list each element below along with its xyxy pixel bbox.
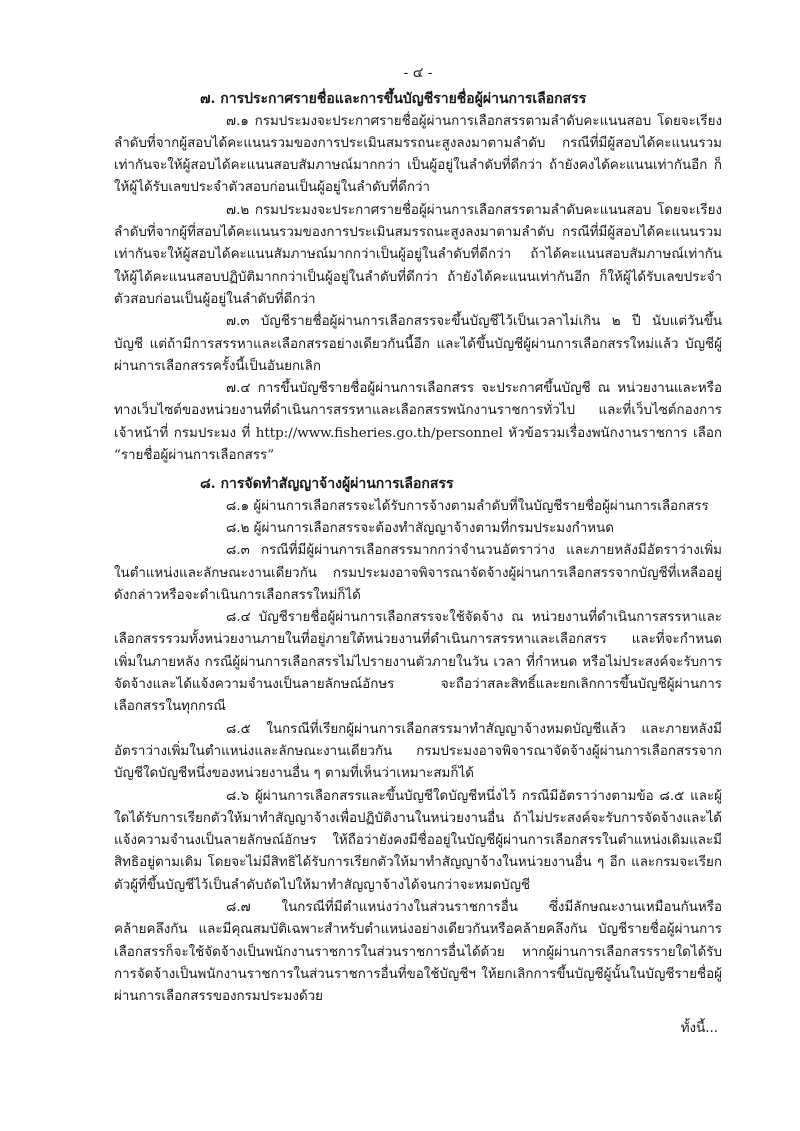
clause-7-4: ๗.๔ การขึ้นบัญชีรายชื่อผู้ผ่านการเลือกสรร จะประกาศขึ้นบัญชี ณ หน่วยงานและหรือทางเว็บไซต์ของหน่วยงานที่ดำเนินการสรรหาและเลือกสรรพนักงานราชการทั่วไป และที่เว็บไซต์กองการเจ้าหน้าที่ กรมประมง ที่ http://www.fisheries.go.th/personnel หัวข้อรวมเรื่องพนักงานราชการ เลือก “รายชื่อผู้ผ่านการเลือกสรร”	[114, 381, 722, 464]
clause-7-1: ๗.๑ กรมประมงจะประกาศรายชื่อผู้ผ่านการเลือกสรรตามลำดับคะแนนสอบ โดยจะเรียงลำดับที่จากผู้สอบได้คะแนนรวมของการประเมินสมรรถนะสูงลงมาตามลำดับ กรณีที่มีผู้สอบได้คะแนนรวมเท่ากันจะให้ผู้สอบได้คะแนนสอบสัมภาษณ์มากกว่า เป็นผู้อยู่ในลำดับที่ดีกว่า ถ้ายังคงได้คะแนนเท่ากันอีก ก็ให้ผู้ได้รับเลขประจำตัวสอบก่อนเป็นผู้อยู่ในลำดับที่ดีกว่า	[114, 113, 722, 196]
page-number: - ๔ -	[403, 65, 433, 81]
clause-8-1: ๘.๑ ผู้ผ่านการเลือกสรรจะได้รับการจ้างตามลำดับที่ในบัญชีรายชื่อผู้ผ่านการเลือกสรร	[226, 498, 709, 514]
section-7-heading: ๗. การประกาศรายชื่อและการขึ้นบัญชีรายชื่อผู้ผ่านการเลือกสรร	[200, 91, 587, 108]
clause-8-6: ๘.๖ ผู้ผ่านการเลือกสรรและขึ้นบัญชีใดบัญชีหนึ่งไว้ กรณีมีอัตราว่างตามข้อ ๘.๕ และผู้ใดได้รับการเรียกตัวให้มาทำสัญญาจ้างเพื่อปฏิบัติงานในหน่วยงานอื่น ถ้าไม่ประสงค์จะรับการจัดจ้างและได้แจ้งความจำนงเป็นลายลักษณ์อักษร ให้ถือว่ายังคงมีชื่ออยู่ในบัญชีผู้ผ่านการเลือกสรรในตำแหน่งเดิมและมีสิทธิอยู่ตามเดิม โดยจะไม่มีสิทธิได้รับการเรียกตัวให้มาทำสัญญาจ้างในหน่วยงานอื่น ๆ อีก และกรมจะเรียกตัวผู้ที่ขึ้นบัญชีไว้เป็นลำดับถัดไปให้มาทำสัญญาจ้างได้จนกว่าจะหมดบัญชี	[114, 788, 722, 893]
section-8-heading: ๘. การจัดทำสัญญาจ้างผู้ผ่านการเลือกสรร	[200, 476, 454, 493]
clause-8-7: ๘.๗ ในกรณีที่มีตำแหน่งว่างในส่วนราชการอื่น ซึ่งมีลักษณะงานเหมือนกันหรือคล้ายคลึงกัน และมีคุณสมบัติเฉพาะสำหรับตำแหน่งอย่างเดียวกันหรือคล้ายคลึงกัน บัญชีรายชื่อผู้ผ่านการเลือกสรรก็จะใช้จัดจ้างเป็นพนักงานราชการในส่วนราชการอื่นได้ด้วย หากผู้ผ่านการเลือกสรรรายใดได้รับการจัดจ้างเป็นพนักงานราชการในส่วนราชการอื่นที่ขอใช้บัญชีฯ ให้ยกเลิกการขึ้นบัญชีผู้นั้นในบัญชีรายชื่อผู้ผ่านการเลือกสรรของกรมประมงด้วย	[114, 899, 722, 1005]
clause-7-3: ๗.๓ บัญชีรายชื่อผู้ผ่านการเลือกสรรจะขึ้นบัญชีไว้เป็นเวลาไม่เกิน ๒ ปี นับแต่วันขึ้นบัญชี แต่ถ้ามีการสรรหาและเลือกสรรอย่างเดียวกันนี้อีก และได้ขึ้นบัญชีผู้ผ่านการเลือกสรรใหม่แล้ว บัญชีผู้ผ่านการเลือกสรรครั้งนี้เป็นอันยกเลิก	[114, 314, 722, 374]
clause-8-4: ๘.๔ บัญชีรายชื่อผู้ผ่านการเลือกสรรจะใช้จัดจ้าง ณ หน่วยงานที่ดำเนินการสรรหาและเลือกสรรรวมทั้งหน่วยงานภายในที่อยู่ภายใต้หน่วยงานที่ดำเนินการสรรหาและเลือกสรร และที่จะกำหนดเพิ่มในภายหลัง กรณีผู้ผ่านการเลือกสรรไม่ไปรายงานตัวภายในวัน เวลา ที่กำหนด หรือไม่ประสงค์จะรับการจัดจ้างและได้แจ้งความจำนงเป็นลายลักษณ์อักษร จะถือว่าสละสิทธิ์และยกเลิกการขึ้นบัญชีผู้ผ่านการเลือกสรรในทุกกรณี	[114, 610, 722, 715]
clause-8-5: ๘.๕ ในกรณีที่เรียกผู้ผ่านการเลือกสรรมาทำสัญญาจ้างหมดบัญชีแล้ว และภายหลังมีอัตราว่างเพิ่มในตำแหน่งและลักษณะงานเดียวกัน กรมประมงอาจพิจารณาจัดจ้างผู้ผ่านการเลือกสรรจากบัญชีใดบัญชีหนึ่งของหน่วยงานอื่น ๆ ตามที่เห็นว่าเหมาะสมก็ได้	[114, 721, 722, 782]
closing-continuation: ทั้งนี้...	[680, 1021, 718, 1037]
clause-8-2: ๘.๒ ผู้ผ่านการเลือกสรรจะต้องทำสัญญาจ้างตามที่กรมประมงกำหนด	[226, 520, 614, 536]
clause-7-2: ๗.๒ กรมประมงจะประกาศรายชื่อผู้ผ่านการเลือกสรรตามลำดับคะแนนสอบ โดยจะเรียงลำดับที่จากผู้ที่สอบได้คะแนนรวมของการประเมินสมรรถนะสูงลงมาตามลำดับ กรณีที่มีผู้สอบได้คะแนนรวมเท่ากันจะให้ผู้สอบได้คะแนนสัมภาษณ์มากกว่าเป็นผู้อยู่ในลำดับที่ดีกว่า ถ้าได้คะแนนสอบสัมภาษณ์เท่ากันให้ผู้ได้คะแนนสอบปฏิบัติมากกว่าเป็นผู้อยู่ในลำดับที่ดีกว่า ถ้ายังได้คะแนนเท่ากันอีก ก็ให้ผู้ได้รับเลขประจำตัวสอบก่อนเป็นผู้อยู่ในลำดับที่ดีกว่า	[114, 202, 722, 307]
clause-8-3: ๘.๓ กรณีที่มีผู้ผ่านการเลือกสรรมากกว่าจำนวนอัตราว่าง และภายหลังมีอัตราว่างเพิ่มในตำแหน่งและลักษณะงานเดียวกัน กรมประมงอาจพิจารณาจัดจ้างผู้ผ่านการเลือกสรรจากบัญชีที่เหลืออยู่ดังกล่าวหรือจะดำเนินการเลือกสรรใหม่ก็ได้	[114, 543, 722, 603]
